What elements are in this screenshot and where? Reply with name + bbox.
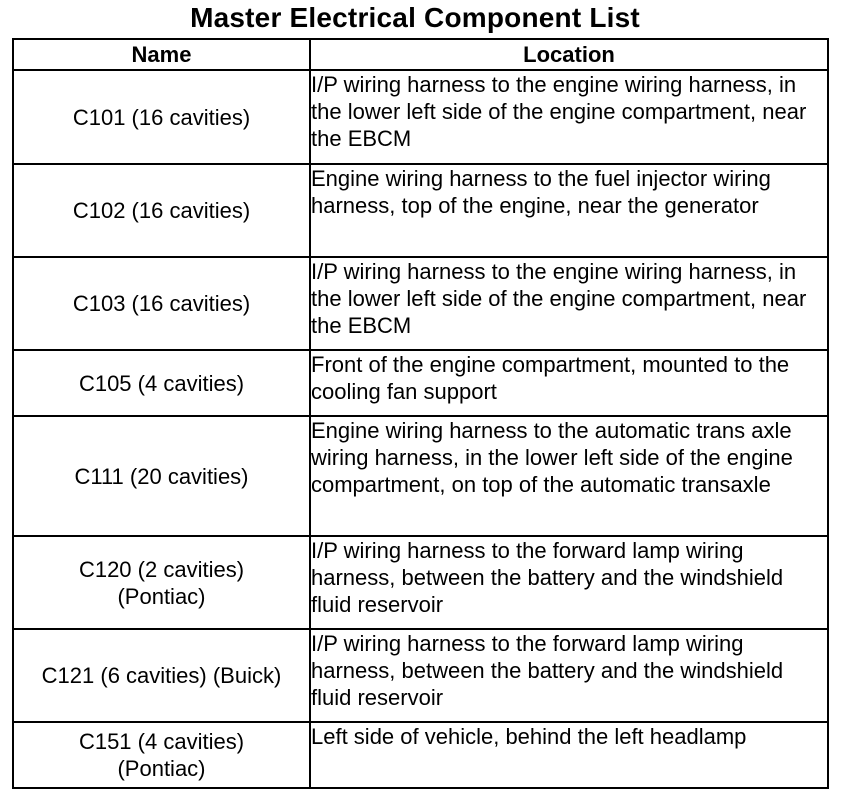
component-name — [13, 536, 310, 629]
component-location: I/P wiring harness to the forward lamp wiring harness, between the battery and the windshield fluid reservoir — [310, 536, 828, 629]
table-row — [13, 164, 828, 257]
location-column-header: Location — [310, 39, 828, 70]
table-row — [13, 536, 828, 629]
component-name-line: C151 (4 cavities) — [78, 729, 245, 754]
component-name — [13, 416, 310, 536]
component-name-line: C120 (2 cavities) — [78, 556, 245, 582]
table-row — [13, 257, 828, 350]
table-row — [13, 350, 828, 416]
component-location: Engine wiring harness to the fuel injector wiring harness, top of the engine, near the generator — [310, 164, 828, 257]
component-location: I/P wiring harness to the engine wiring harness, in the lower left side of the engine compartment, near the EBCM — [310, 257, 828, 350]
table-row — [13, 722, 828, 788]
component-name — [13, 722, 310, 788]
component-location: I/P wiring harness to the engine wiring harness, in the lower left side of the engine compartment, near the EBCM — [310, 70, 828, 164]
table-row — [13, 629, 828, 722]
component-location: Front of the engine compartment, mounted to the cooling fan support — [310, 350, 828, 416]
component-location: Engine wiring harness to the automatic trans axle wiring harness, in the lower left side of the engine compartment, on top of the automatic transaxle — [310, 416, 828, 536]
name-column-header: Name — [13, 39, 310, 70]
component-name — [13, 70, 310, 164]
component-name — [13, 257, 310, 350]
component-location: Left side of vehicle, behind the left headlamp — [310, 722, 828, 788]
component-name — [13, 350, 310, 416]
component-name — [13, 164, 310, 257]
component-name-line: (Pontiac) — [117, 583, 206, 609]
component-table — [12, 38, 829, 789]
component-name-line: (Pontiac) — [117, 756, 206, 781]
header-row — [13, 39, 828, 70]
component-name-line: C102 (16 cavities) — [72, 198, 251, 223]
component-name-line: C111 (20 cavities) — [74, 463, 249, 489]
table-row — [13, 416, 828, 536]
page-title: Master Electrical Component List — [190, 2, 640, 33]
component-name-line: C105 (4 cavities) — [78, 370, 245, 396]
table-row — [13, 70, 828, 164]
component-name-line: C121 (6 cavities) (Buick) — [41, 663, 282, 688]
component-name-line: C101 (16 cavities) — [72, 104, 251, 130]
component-name-line: C103 (16 cavities) — [72, 291, 251, 316]
component-location: I/P wiring harness to the forward lamp wiring harness, between the battery and the windshield fluid reservoir — [310, 629, 828, 722]
component-name — [13, 629, 310, 722]
